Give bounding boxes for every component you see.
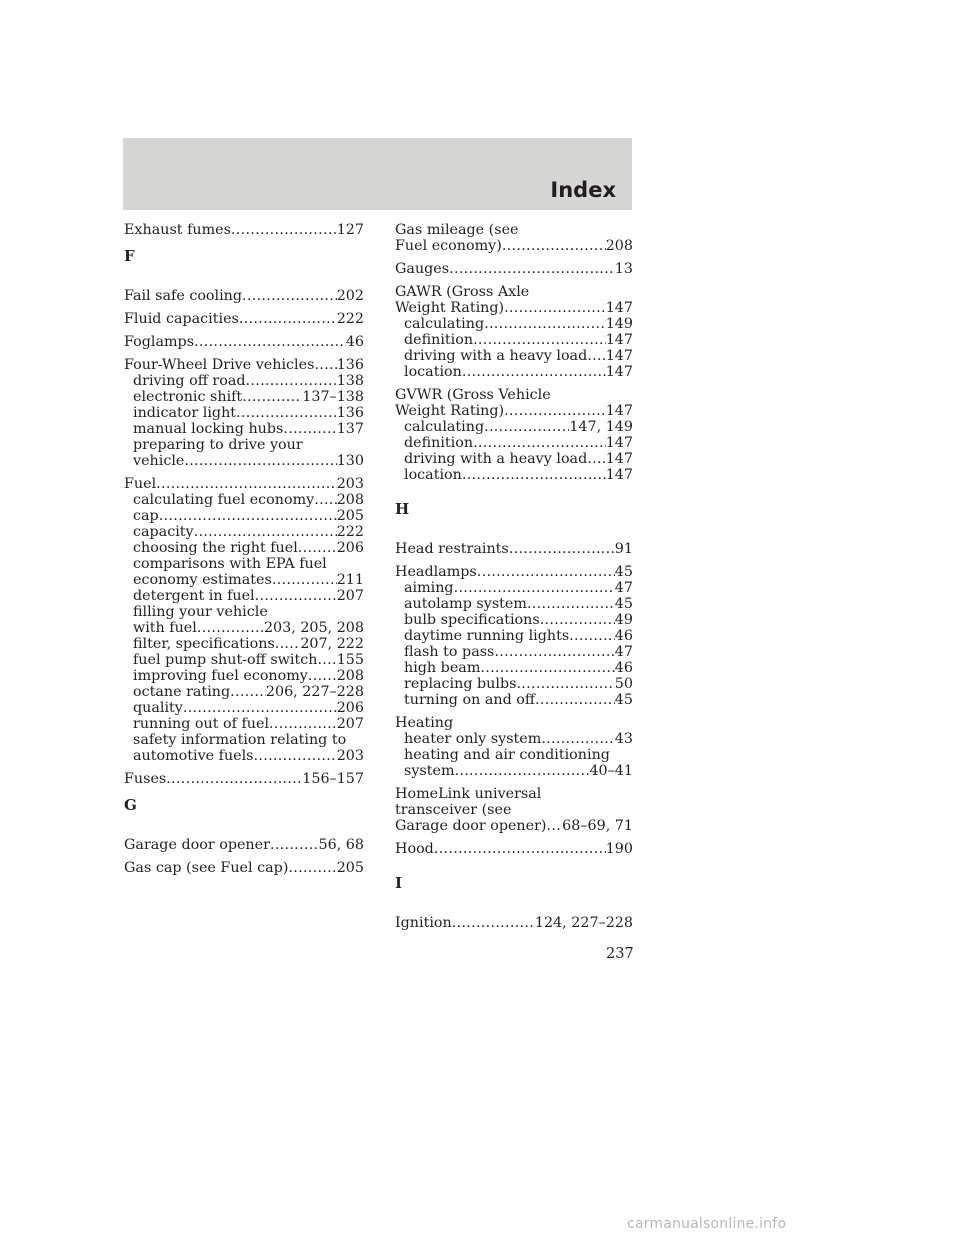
index-subentry-text: preparing to drive your	[133, 437, 303, 453]
index-subentry: calculating ..... 149	[395, 316, 633, 332]
index-subentry: vehicle ..... 130	[124, 453, 364, 469]
index-entry-text: GAWR (Gross Axle	[395, 284, 530, 300]
index-subentry-text: safety information relating to	[133, 732, 347, 748]
index-subentry: aiming ..... 47	[395, 580, 633, 596]
index-subentry: economy estimates ..... 211	[124, 572, 364, 588]
index-subentry: detergent in fuel ..... 207	[124, 588, 364, 604]
index-subentry: calculating fuel economy ..... 208	[124, 492, 364, 508]
letter-heading-h: H	[395, 500, 410, 518]
index-subentry-text: heating and air conditioning	[404, 747, 610, 763]
index-subentry: daytime running lights ..... 46	[395, 628, 633, 644]
index-entry: Head restraints ..... 91	[395, 541, 633, 557]
index-entry: Gas cap (see Fuel cap) ..... 205	[124, 860, 364, 876]
letter-heading-f: F	[124, 247, 135, 265]
index-subentry: cap ..... 205	[124, 508, 364, 524]
index-subentry: capacity ..... 222	[124, 524, 364, 540]
index-subentry: fuel pump shut-off switch ..... 155	[124, 652, 364, 668]
index-entry: Weight Rating) ..... 147	[395, 300, 633, 316]
index-subentry: driving off road ..... 138	[124, 373, 364, 389]
index-subentry: automotive fuels ..... 203	[124, 748, 364, 764]
letter-heading-i: I	[395, 874, 403, 892]
index-subentry: octane rating ..... 206, 227–228	[124, 684, 364, 700]
index-subentry: with fuel ..... 203, 205, 208	[124, 620, 364, 636]
index-subentry: running out of fuel ..... 207	[124, 716, 364, 732]
index-subentry: quality ..... 206	[124, 700, 364, 716]
index-subentry: calculating ..... 147, 149	[395, 419, 633, 435]
index-entry: Four-Wheel Drive vehicles ..... 136	[124, 357, 364, 373]
index-entry-text: GVWR (Gross Vehicle	[395, 387, 551, 403]
index-entry: Garage door opener ..... 56, 68	[124, 837, 364, 853]
index-entry: Garage door opener) ..... 68–69, 71	[395, 818, 633, 834]
index-subentry: electronic shift ..... 137–138	[124, 389, 364, 405]
index-subentry: bulb specifications ..... 49	[395, 612, 633, 628]
page-number: 237	[606, 946, 634, 962]
index-column-right	[395, 222, 633, 931]
index-entry-text: Gas mileage (see	[395, 222, 519, 238]
index-entry: Fail safe cooling ..... 202	[124, 288, 364, 304]
index-entry: Gauges ..... 13	[395, 261, 633, 277]
index-subentry: indicator light ..... 136	[124, 405, 364, 421]
index-subentry: filter, specifications ..... 207, 222	[124, 636, 364, 652]
index-subentry: autolamp system ..... 45	[395, 596, 633, 612]
index-subentry: driving with a heavy load ..... 147	[395, 348, 633, 364]
index-entry-text: transceiver (see	[395, 802, 512, 818]
index-entry: Fuel economy) ..... 208	[395, 238, 633, 254]
index-subentry: improving fuel economy ..... 208	[124, 668, 364, 684]
watermark: carmanualsonline.info	[627, 1216, 787, 1232]
index-subentry: flash to pass ..... 47	[395, 644, 633, 660]
section-title: Index	[550, 178, 616, 202]
index-entry-text: Heating	[395, 715, 454, 731]
index-entry: Hood ..... 190	[395, 841, 633, 857]
index-entry: Headlamps ..... 45	[395, 564, 633, 580]
index-subentry: definition ..... 147	[395, 435, 633, 451]
index-subentry-text: comparisons with EPA fuel	[133, 556, 327, 572]
index-entry: Weight Rating) ..... 147	[395, 403, 633, 419]
index-subentry: replacing bulbs ..... 50	[395, 676, 633, 692]
index-entry: Fluid capacities ..... 222	[124, 311, 364, 327]
letter-heading-g: G	[124, 796, 137, 814]
index-subentry: turning on and off ..... 45	[395, 692, 633, 708]
index-subentry: manual locking hubs ..... 137	[124, 421, 364, 437]
index-entry: Exhaust fumes ..... 127	[124, 222, 364, 238]
index-subentry: choosing the right fuel ..... 206	[124, 540, 364, 556]
index-subentry: system ..... 40–41	[395, 763, 633, 779]
index-entry: Fuel ..... 203	[124, 476, 364, 492]
header-band	[123, 138, 632, 210]
index-subentry: location ..... 147	[395, 467, 633, 483]
index-subentry-text: filling your vehicle	[133, 604, 268, 620]
index-subentry: heater only system ..... 43	[395, 731, 633, 747]
index-column-left	[124, 222, 364, 876]
index-entry: Fuses ..... 156–157	[124, 771, 364, 787]
index-subentry: high beam ..... 46	[395, 660, 633, 676]
index-subentry: definition ..... 147	[395, 332, 633, 348]
index-entry-text: HomeLink universal	[395, 786, 542, 802]
index-subentry: location ..... 147	[395, 364, 633, 380]
index-entry: Ignition ..... 124, 227–228	[395, 915, 633, 931]
index-entry: Foglamps ..... 46	[124, 334, 364, 350]
index-subentry: driving with a heavy load ..... 147	[395, 451, 633, 467]
